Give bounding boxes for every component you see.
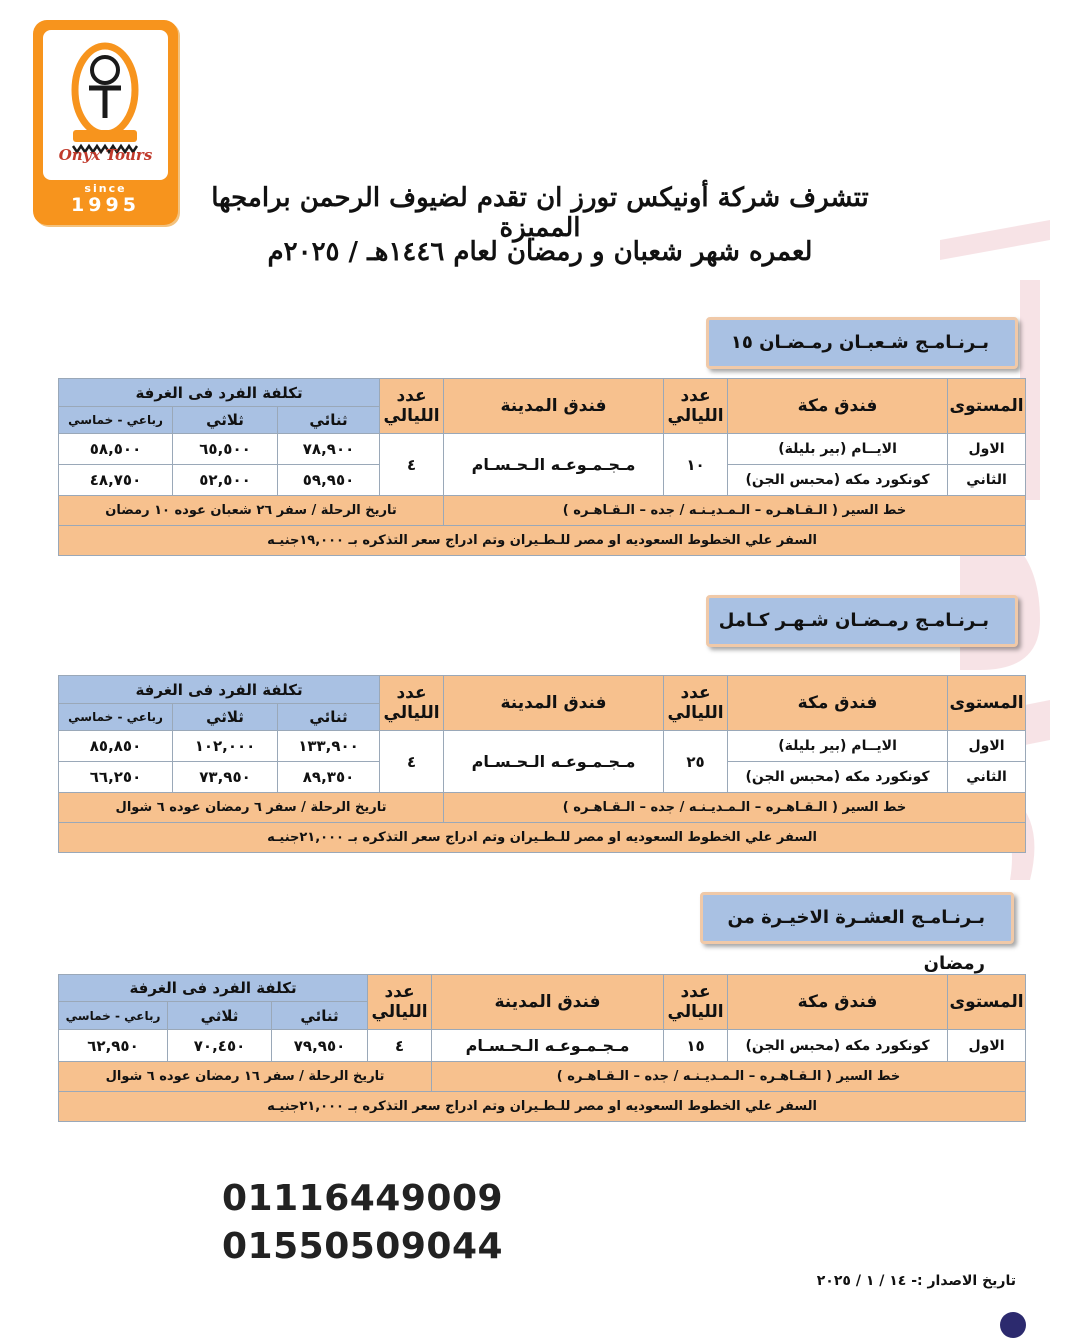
header-quad: رباعي - خماسي [59, 1002, 168, 1030]
header-makkah-hotel: فندق مكة [728, 975, 948, 1030]
row-level: الاول [948, 434, 1026, 465]
header-cost: تكلفة الفرد فى الغرفة [59, 975, 368, 1002]
header-triple: ثلاثي [168, 1002, 272, 1030]
phone-number-1[interactable]: 01116449009 [222, 1178, 504, 1219]
program-2-table [58, 675, 1026, 853]
row-level: الاول [948, 1030, 1026, 1062]
header-triple: ثلاثي [173, 407, 278, 434]
row-level: الاول [948, 731, 1026, 762]
header-triple: ثلاثي [173, 704, 278, 731]
madinah-nights-value: ٤ [368, 1030, 432, 1062]
header-double: ثنائي [272, 1002, 368, 1030]
header-makkah-hotel: فندق مكة [728, 379, 948, 434]
flight-note: السفر علي الخطوط السعوديه او مصر للـطـيران وتم ادراج سعر التذكره بـ ٢١,٠٠٠جنيـه [59, 823, 1026, 853]
madinah-hotel-value: مـجـمـوعـه الـحـسـام [444, 434, 664, 496]
route-text: خط السير ( الـقـاهـره – الـمـديـنـه / جده – الـقـاهـره ) [432, 1062, 1026, 1092]
price-triple: ٧٣,٩٥٠ [173, 762, 278, 793]
program-1-banner: بـرنـامـج شـعبـان رمـضـان ١٥ [706, 317, 1018, 369]
row-makkah-hotel: كونكورد مكه (محبس الجن) [728, 762, 948, 793]
madinah-hotel-value: مـجـمـوعـه الـحـسـام [432, 1030, 664, 1062]
makkah-nights-value: ١٠ [664, 434, 728, 496]
logo-year: 1995 [71, 194, 140, 216]
logo-name: Onyx Tours [58, 146, 153, 164]
header-madinah-hotel: فندق المدينة [444, 379, 664, 434]
program-1-table [58, 378, 1026, 556]
header-madinah-nights: عدد الليالي [368, 975, 432, 1030]
header-madinah-hotel: فندق المدينة [444, 676, 664, 731]
route-text: خط السير ( الـقـاهـره – الـمـديـنـه / جده – الـقـاهـره ) [444, 793, 1026, 823]
header-makkah-nights: عدد الليالي [664, 379, 728, 434]
flight-note: السفر علي الخطوط السعوديه او مصر للـطـيران وتم ادراج سعر التذكره بـ ١٩,٠٠٠جنيـه [59, 526, 1026, 556]
row-makkah-hotel: كونكورد مكه (محبس الجن) [728, 465, 948, 496]
price-double: ٥٩,٩٥٠ [278, 465, 380, 496]
madinah-hotel-value: مـجـمـوعـه الـحـسـام [444, 731, 664, 793]
price-quad: ٦٦,٢٥٠ [59, 762, 173, 793]
header-madinah-nights: عدد الليالي [380, 676, 444, 731]
price-double: ٨٩,٣٥٠ [278, 762, 380, 793]
price-quad: ٨٥,٨٥٠ [59, 731, 173, 762]
price-triple: ٧٠,٤٥٠ [168, 1030, 272, 1062]
headline-line-2: لعمره شهر شعبان و رمضان لعام ١٤٤٦هـ / ٢٠٢٥م [267, 237, 813, 267]
program-3-table [58, 974, 1026, 1122]
header-makkah-nights: عدد الليالي [664, 676, 728, 731]
corner-decoration [1000, 1312, 1026, 1338]
makkah-nights-value: ١٥ [664, 1030, 728, 1062]
program-3-banner: بـرنـامـج العشـرة الاخيـرة من رمضان [700, 892, 1014, 944]
header-makkah-hotel: فندق مكة [728, 676, 948, 731]
header-madinah-hotel: فندق المدينة [432, 975, 664, 1030]
header-quad: رباعي - خماسي [59, 407, 173, 434]
header-cost: تكلفة الفرد فى الغرفة [59, 379, 380, 407]
header-level: المستوى [948, 975, 1026, 1030]
header-level: المستوى [948, 676, 1026, 731]
header-double: ثنائي [278, 407, 380, 434]
header-madinah-nights: عدد الليالي [380, 379, 444, 434]
row-makkah-hotel: الايــام (بير بليلة) [728, 434, 948, 465]
header-cost: تكلفة الفرد فى الغرفة [59, 676, 380, 704]
headline-line-1: تتشرف شركة أونيكس تورز ان تقدم لضيوف الرحمن برامجها المميزة [211, 183, 869, 243]
price-double: ٧٨,٩٠٠ [278, 434, 380, 465]
row-level: الثاني [948, 762, 1026, 793]
flight-note: السفر علي الخطوط السعوديه او مصر للـطـيران وتم ادراج سعر التذكره بـ ٢١,٠٠٠جنيـه [59, 1092, 1026, 1122]
price-quad: ٦٢,٩٥٠ [59, 1030, 168, 1062]
issue-date: تاريخ الاصدار :- ١٤ / ١ / ٢٠٢٥ [816, 1273, 1016, 1289]
onyx-tours-logo [33, 20, 178, 225]
trip-date: تاريخ الرحلة / سفر ٢٦ شعبان عوده ١٠ رمضان [59, 496, 444, 526]
logo-since: since [84, 182, 127, 195]
header-double: ثنائي [278, 704, 380, 731]
madinah-nights-value: ٤ [380, 434, 444, 496]
header-level: المستوى [948, 379, 1026, 434]
row-level: الثاني [948, 465, 1026, 496]
trip-date: تاريخ الرحلة / سفر ٦ رمضان عوده ٦ شوال [59, 793, 444, 823]
header-quad: رباعي - خماسي [59, 704, 173, 731]
madinah-nights-value: ٤ [380, 731, 444, 793]
phone-number-2[interactable]: 01550509044 [222, 1226, 504, 1267]
trip-date: تاريخ الرحلة / سفر ١٦ رمضان عوده ٦ شوال [59, 1062, 432, 1092]
makkah-nights-value: ٢٥ [664, 731, 728, 793]
row-makkah-hotel: كونكورد مكه (محبس الجن) [728, 1030, 948, 1062]
program-2-banner: بـرنـامـج رمـضـان شـهـر كـامل [706, 595, 1018, 647]
row-makkah-hotel: الايــام (بير بليلة) [728, 731, 948, 762]
route-text: خط السير ( الـقـاهـره – الـمـديـنـه / جده – الـقـاهـره ) [444, 496, 1026, 526]
price-triple: ٦٥,٥٠٠ [173, 434, 278, 465]
header-makkah-nights: عدد الليالي [664, 975, 728, 1030]
price-double: ١٣٣,٩٠٠ [278, 731, 380, 762]
price-triple: ٥٢,٥٠٠ [173, 465, 278, 496]
price-double: ٧٩,٩٥٠ [272, 1030, 368, 1062]
price-quad: ٥٨,٥٠٠ [59, 434, 173, 465]
price-quad: ٤٨,٧٥٠ [59, 465, 173, 496]
price-triple: ١٠٢,٠٠٠ [173, 731, 278, 762]
